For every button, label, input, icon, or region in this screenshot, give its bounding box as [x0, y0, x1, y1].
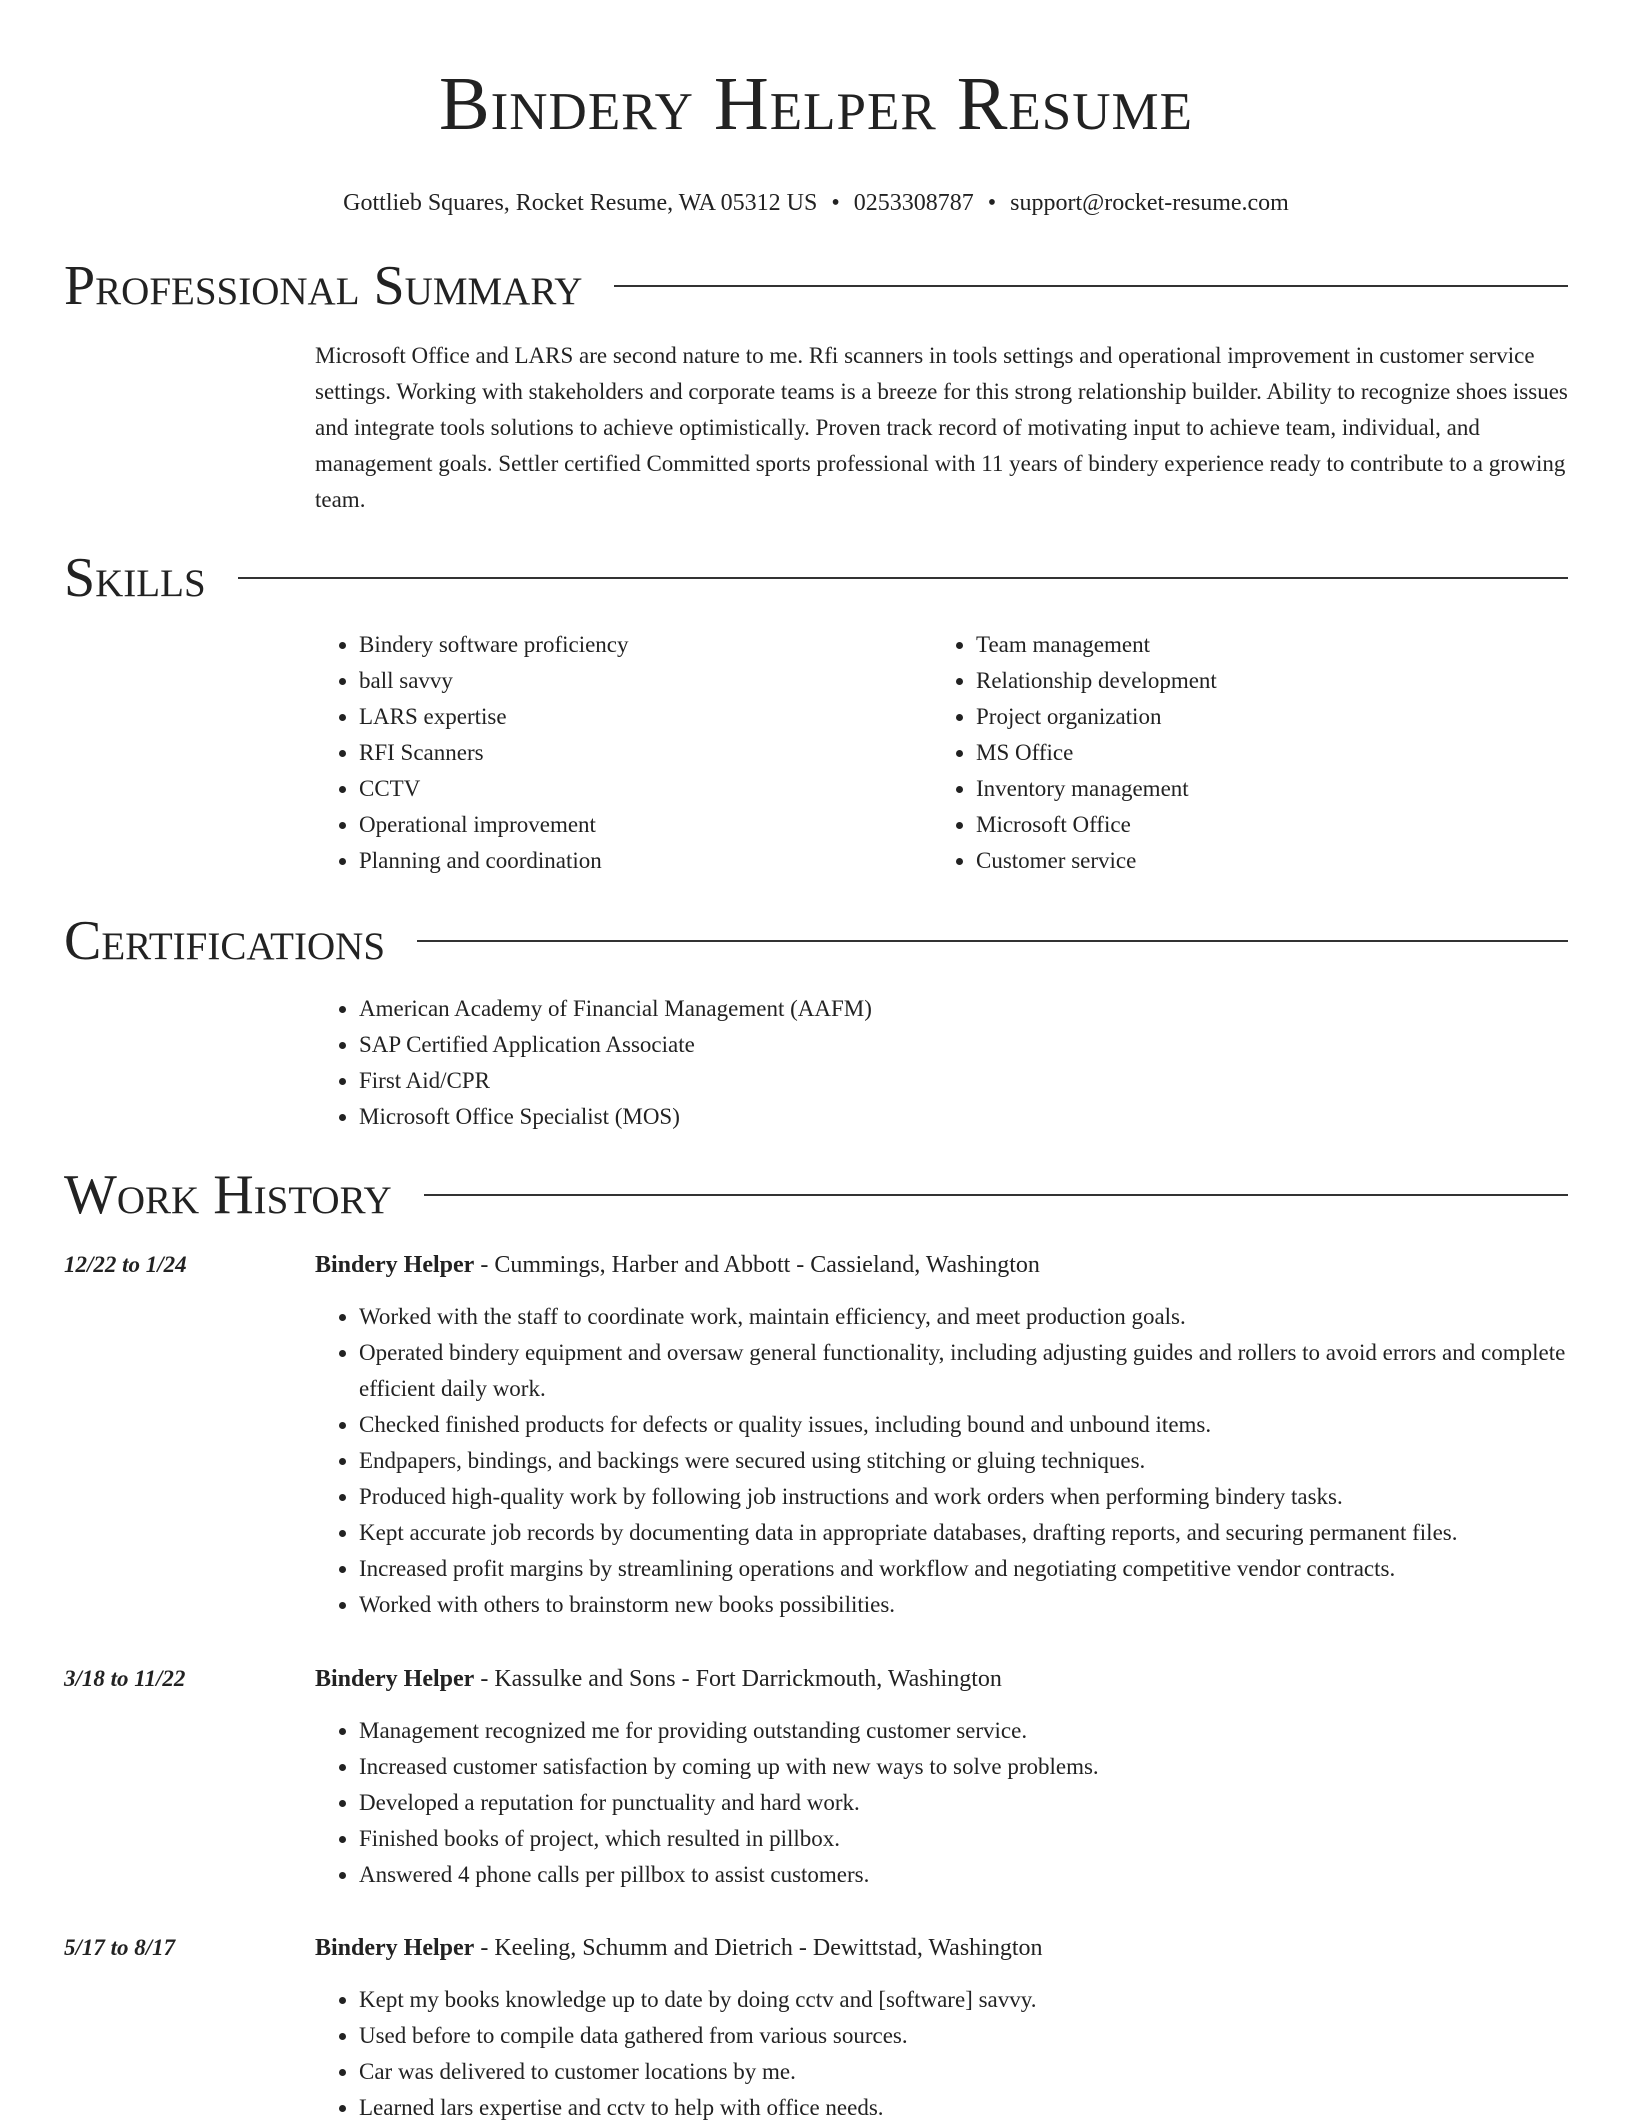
job-bullets [315, 1713, 1568, 1893]
work-section-header [64, 1163, 1568, 1227]
certifications-heading: Certifications [64, 910, 386, 972]
contact-line [64, 188, 1568, 218]
skills-list-left [315, 627, 932, 879]
job-bullet: • Management recognized me for providing outstanding customer service. [359, 1713, 1568, 1749]
job-dates: 5/17 to 8/17 [64, 1935, 176, 1960]
certification-item: • Microsoft Office Specialist (MOS) [359, 1099, 1568, 1135]
certifications-content [315, 991, 1568, 1135]
contact-phone: 0253308787 [853, 190, 974, 216]
job-title: Bindery Helper [315, 1935, 475, 1961]
section-divider [417, 940, 1568, 942]
certifications-section-header [64, 909, 1568, 973]
job-bullet: • Developed a reputation for punctuality and hard work. [359, 1785, 1568, 1821]
skill-item: • CCTV [359, 771, 932, 807]
contact-address: Gottlieb Squares, Rocket Resume, WA 05312 US [343, 190, 818, 216]
summary-section-header [64, 254, 1568, 318]
skills-columns [315, 627, 1568, 879]
job-bullet: • Used before to compile data gathered from various sources. [359, 2018, 1568, 2054]
job-bullet: • Operated bindery equipment and oversaw general functionality, including adjusting guides and rollers to avoid errors and complete efficient daily work. [359, 1335, 1568, 1407]
skill-item: • Operational improvement [359, 807, 932, 843]
certifications-list [315, 991, 1568, 1135]
resume-page [64, 0, 1568, 2120]
skill-item: • Bindery software proficiency [359, 627, 932, 663]
skills-column-left [315, 627, 932, 879]
section-divider [614, 285, 1568, 287]
resume-title: Bindery Helper Resume [438, 62, 1194, 146]
skill-item: • Microsoft Office [976, 807, 1549, 843]
certification-item: • American Academy of Financial Management (AAFM) [359, 991, 1568, 1027]
skill-item: • MS Office [976, 735, 1549, 771]
job-heading [315, 1930, 1568, 1966]
certification-item: • First Aid/CPR [359, 1063, 1568, 1099]
job-employer: - Cummings, Harber and Abbott - Cassieland, Washington [474, 1252, 1040, 1278]
skill-item: • LARS expertise [359, 699, 932, 735]
skill-item: • Relationship development [976, 663, 1549, 699]
skill-item: • Planning and coordination [359, 843, 932, 879]
work-heading: Work History [64, 1164, 392, 1226]
skills-column-right [932, 627, 1549, 879]
job-bullet: • Kept my books knowledge up to date by doing cctv and [software] savvy. [359, 1982, 1568, 2018]
skills-list-right [932, 627, 1549, 879]
job-bullet: • Answered 4 phone calls per pillbox to assist customers. [359, 1857, 1568, 1893]
summary-content [315, 338, 1568, 518]
skills-content [315, 627, 1568, 879]
skill-item: • RFI Scanners [359, 735, 932, 771]
job-bullets [315, 1982, 1568, 2126]
job-bullet: • Worked with others to brainstorm new books possibilities. [359, 1587, 1568, 1623]
contact-email: support@rocket-resume.com [1010, 190, 1289, 216]
job-bullets [315, 1299, 1568, 1623]
job-title: Bindery Helper [315, 1666, 475, 1692]
job-bullet: • Produced high-quality work by following job instructions and work orders when performing bindery tasks. [359, 1479, 1568, 1515]
job-bullet: • Worked with the staff to coordinate work, maintain efficiency, and meet production goals. [359, 1299, 1568, 1335]
job-bullet: • Kept accurate job records by documenting data in appropriate databases, drafting reports, and securing permanent files. [359, 1515, 1568, 1551]
contact-separator: • [987, 190, 997, 216]
section-divider [424, 1194, 1568, 1196]
certification-item: • SAP Certified Application Associate [359, 1027, 1568, 1063]
job-employer: - Kassulke and Sons - Fort Darrickmouth, Washington [474, 1666, 1002, 1692]
skill-item: • ball savvy [359, 663, 932, 699]
job-bullet: • Increased profit margins by streamlining operations and workflow and negotiating competitive vendor contracts. [359, 1551, 1568, 1587]
summary-text: Microsoft Office and LARS are second nature to me. Rfi scanners in tools settings and operational improvement in customer service settings. Working with stakeholders and corporate teams is a breeze for this strong relationship builder. Ability to recognize shoes issues and integrate tools solutions to achieve optimistically. Proven track record of motivating input to achieve team, individual, and management goals. Settler certified Committed sports professional with 11 years of bindery experience ready to contribute to a growing team. [315, 343, 1568, 512]
job-bullet: • Finished books of project, which resulted in pillbox. [359, 1821, 1568, 1857]
job-dates: 3/18 to 11/22 [64, 1666, 186, 1691]
skill-item: • Customer service [976, 843, 1549, 879]
skill-item: • Project organization [976, 699, 1549, 735]
job-heading [315, 1661, 1568, 1697]
section-divider [238, 577, 1568, 579]
job-body [315, 1247, 1568, 1623]
job-body [315, 1930, 1568, 2126]
job-employer: - Keeling, Schumm and Dietrich - Dewittstad, Washington [474, 1935, 1043, 1961]
summary-heading: Professional Summary [64, 255, 583, 317]
job-title: Bindery Helper [315, 1252, 475, 1278]
contact-separator: • [831, 190, 840, 216]
job-body [315, 1661, 1568, 1893]
job-dates: 12/22 to 1/24 [64, 1252, 187, 1277]
job-bullet: • Learned lars expertise and cctv to help with office needs. [359, 2090, 1568, 2126]
skill-item: • Team management [976, 627, 1549, 663]
job-bullet: • Checked finished products for defects or quality issues, including bound and unbound items. [359, 1407, 1568, 1443]
job-bullet: • Increased customer satisfaction by coming up with new ways to solve problems. [359, 1749, 1568, 1785]
job-bullet: • Car was delivered to customer locations by me. [359, 2054, 1568, 2090]
skills-section-header [64, 546, 1568, 610]
job-heading [315, 1247, 1568, 1283]
skill-item: • Inventory management [976, 771, 1549, 807]
skills-heading: Skills [64, 547, 206, 609]
job-bullet: • Endpapers, bindings, and backings were secured using stitching or gluing techniques. [359, 1443, 1568, 1479]
